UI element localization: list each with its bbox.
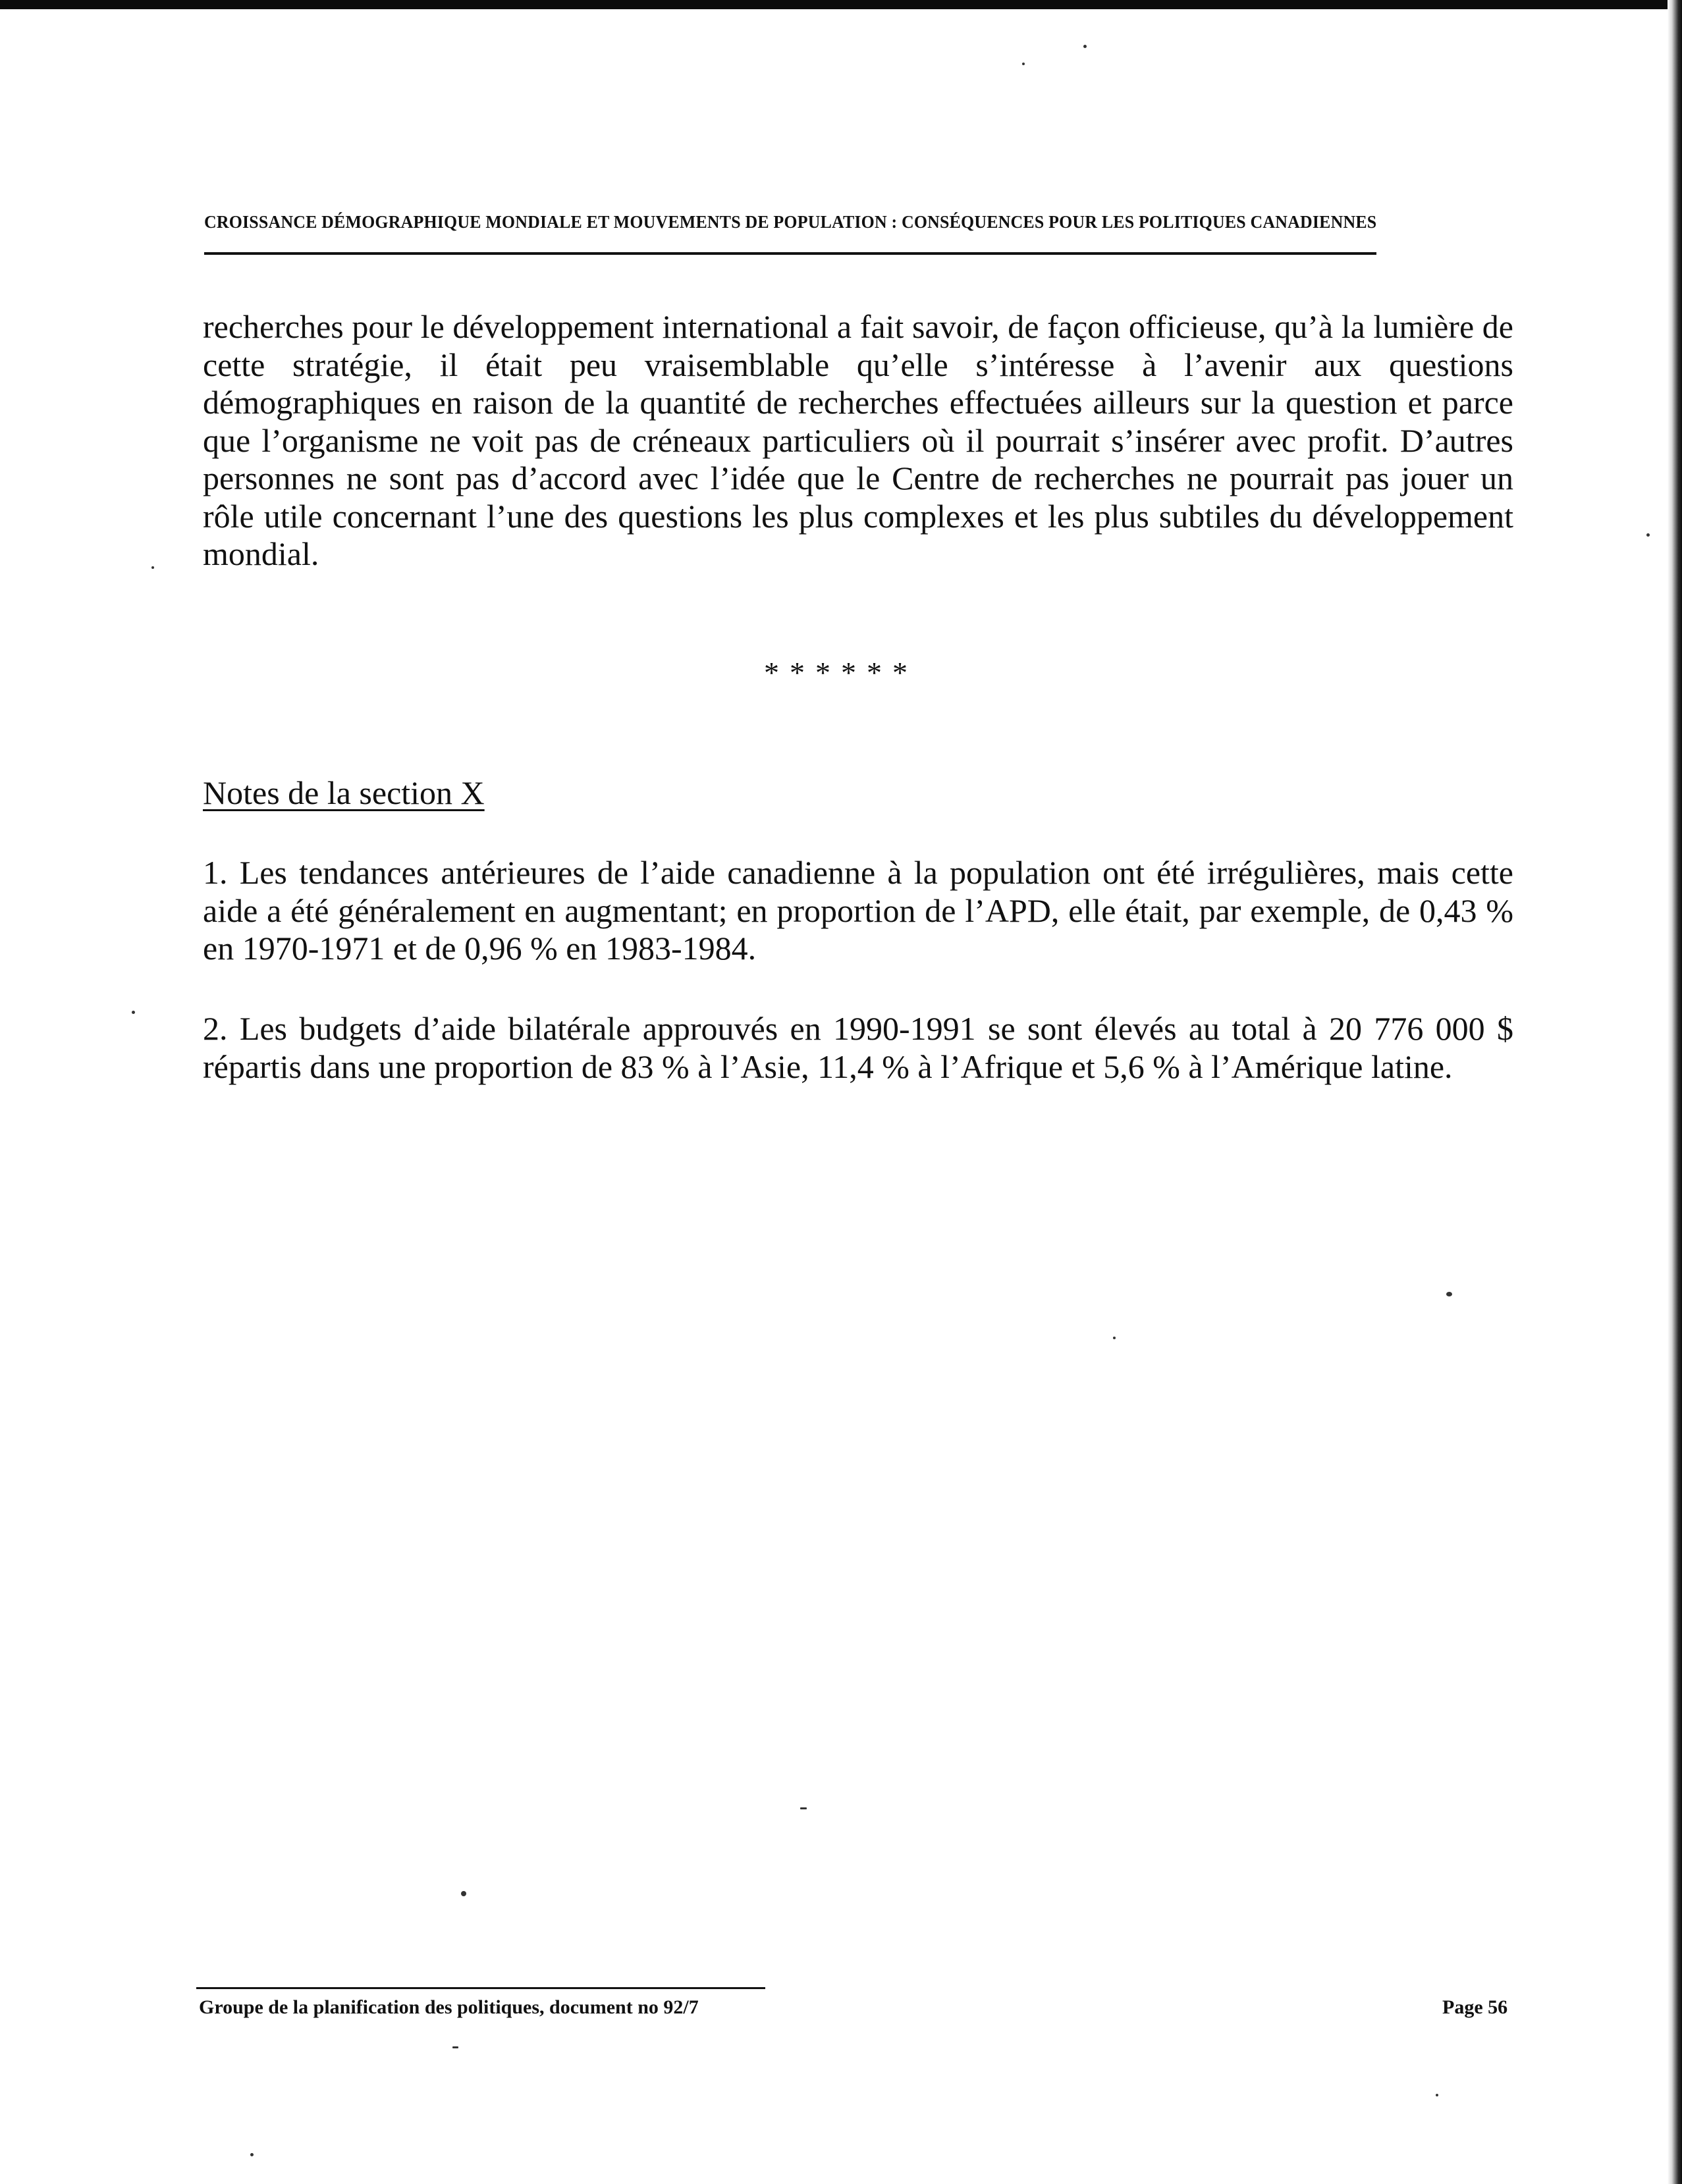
scan-speck <box>250 2153 254 2156</box>
scan-speck <box>1446 1292 1452 1296</box>
note-item-2: 2. Les budgets d’aide bilatérale approuvés en 1990-1991 se sont élevés au total à 20 776 000 $ répartis dans une proportion de 83 % à l’Asie, 11,4 % à l’Afrique et 5,6 % à l’Amérique latine. <box>203 1010 1513 1085</box>
page-number: Page 56 <box>1442 1996 1508 2018</box>
scan-speck <box>132 1011 135 1014</box>
scan-speck <box>1113 1337 1116 1339</box>
header-rule <box>204 252 1376 255</box>
scan-speck <box>452 2046 458 2048</box>
section-separator: ****** <box>764 656 918 689</box>
scan-speck <box>1436 2094 1438 2096</box>
scan-speck <box>1646 533 1650 537</box>
scan-speck <box>461 1891 466 1896</box>
footer-rule <box>196 1987 765 1989</box>
scan-right-edge <box>1668 0 1682 2184</box>
notes-heading: Notes de la section X <box>203 774 485 811</box>
footer-document-reference: Groupe de la planification des politiques, document no 92/7 <box>199 1996 699 2018</box>
scan-speck <box>1022 63 1025 65</box>
scan-speck <box>151 566 154 569</box>
scan-top-edge <box>0 0 1682 9</box>
note-item-1: 1. Les tendances antérieures de l’aide canadienne à la population ont été irrégulières, mais cette aide a été généralement en augmentant; en proportion de l’APD, elle était, par exemple, de 0,43 % en 1970-1971 et de 0,96 % en 1983-1984. <box>203 854 1513 967</box>
scan-speck <box>800 1807 807 1809</box>
scan-speck <box>1083 45 1087 48</box>
body-paragraph: recherches pour le développement international a fait savoir, de façon officieuse, qu’à la lumière de cette stratégie, il était peu vraisemblable qu’elle s’intéresse à l’avenir aux questions démographiques en raison de la quantité de recherches effectuées ailleurs sur la question et parce que l’organisme ne voit pas de créneaux particuliers où il pourrait s’insérer avec profit. D’autres personnes ne sont pas d’accord avec l’idée que le Centre de recherches ne pourrait pas jouer un rôle utile concernant l’une des questions les plus complexes et les plus subtiles du développement mondial. <box>203 308 1513 572</box>
running-header: CROISSANCE DÉMOGRAPHIQUE MONDIALE ET MOUVEMENTS DE POPULATION : CONSÉQUENCES POUR LES POLITIQUES CANADIENNES <box>204 212 1377 232</box>
